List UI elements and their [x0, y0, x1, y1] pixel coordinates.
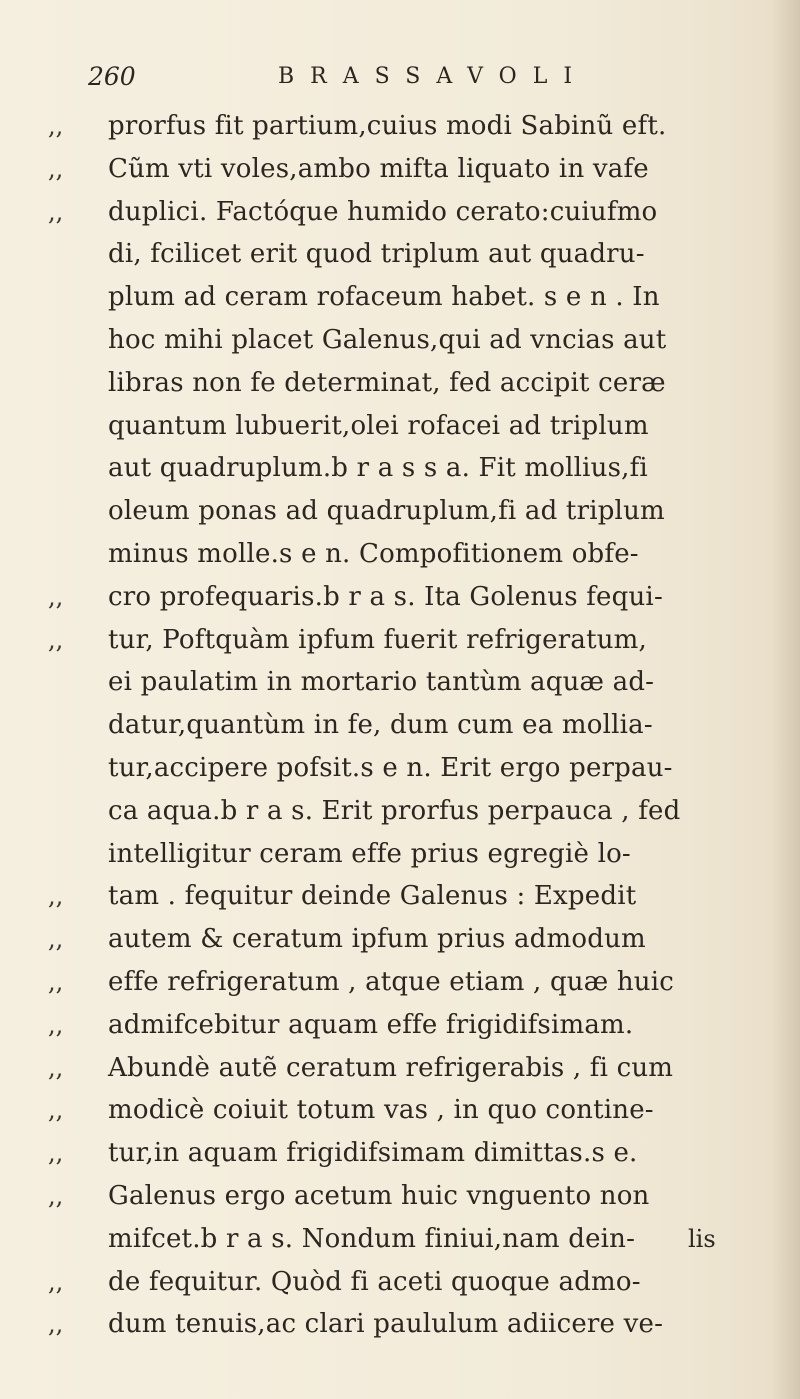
line-text: di, fcilicet erit quod triplum aut quadru- — [108, 239, 645, 270]
page-header — [88, 62, 768, 96]
text-line — [40, 490, 780, 533]
line-text: modicè coiuit totum vas , in quo contine- — [108, 1095, 654, 1126]
line-text: admifcebitur aquam effe frigidifsimam. — [108, 1009, 634, 1040]
text-line — [40, 661, 780, 704]
text-line — [40, 533, 780, 576]
line-text: datur,quantùm in fe, dum cum ea mollia- — [108, 710, 653, 741]
line-text: hoc mihi placet Galenus,qui ad vncias aut — [108, 324, 667, 355]
line-text: effe refrigeratum , atque etiam , quæ huic — [108, 966, 675, 997]
line-text: minus molle.s e n. Compofitionem obfe- — [108, 538, 639, 569]
quotation-mark: ,, — [48, 1310, 64, 1339]
text-line — [40, 1132, 780, 1175]
line-text: ca aqua.b r a s. Erit prorfus perpauca , fed — [108, 795, 681, 826]
quotation-mark: ,, — [48, 1181, 64, 1210]
text-line — [40, 961, 780, 1004]
quotation-mark: ,, — [48, 112, 64, 140]
quotation-mark: ,, — [48, 925, 64, 954]
text-line — [40, 1089, 780, 1132]
line-text: Cũm vti voles,ambo mifta liquato in vafe — [108, 153, 649, 184]
text-line — [40, 790, 780, 833]
line-text: ei paulatim in mortario tantùm aquæ ad- — [108, 667, 655, 698]
quotation-mark: ,, — [48, 1096, 64, 1125]
line-text: Abundè autẽ ceratum refrigerabis , fi cum — [108, 1052, 674, 1083]
text-line — [40, 405, 780, 448]
text-line — [40, 1303, 780, 1346]
text-line — [40, 1004, 780, 1047]
line-text: quantum lubuerit,olei rofacei ad triplum — [108, 410, 649, 441]
text-block — [40, 105, 780, 1346]
line-text: cro profequaris.b r a s. Ita Golenus fequi- — [108, 581, 663, 612]
line-text: autem & ceratum ipfum prius admodum — [108, 924, 646, 955]
line-text: dum tenuis,ac clari paululum adiicere ve- — [108, 1309, 664, 1340]
quotation-mark: ,, — [48, 1010, 64, 1039]
line-text: tur,accipere pofsit.s e n. Erit ergo perpau- — [108, 752, 673, 783]
catchword: lis — [688, 1225, 716, 1253]
text-line — [40, 576, 780, 619]
quotation-mark: ,, — [48, 1053, 64, 1082]
line-text: tur,in aquam frigidifsimam dimittas.s e. — [108, 1138, 638, 1169]
line-text: Galenus ergo acetum huic vnguento non — [108, 1180, 650, 1211]
line-text: libras non fe determinat, fed accipit ceræ — [108, 367, 666, 398]
text-line — [40, 191, 780, 234]
text-line — [40, 233, 780, 276]
quotation-mark: ,, — [48, 882, 64, 911]
text-line — [40, 619, 780, 662]
text-line — [40, 704, 780, 747]
line-text: duplici. Factóque humido cerato:cuiufmo — [108, 196, 658, 227]
quotation-mark: ,, — [48, 1139, 64, 1168]
line-text: intelligitur ceram effe prius egregiè lo- — [108, 838, 631, 869]
quotation-mark: ,, — [48, 625, 64, 654]
text-line — [40, 1218, 780, 1261]
text-line — [40, 319, 780, 362]
text-line — [40, 833, 780, 876]
text-line — [40, 1261, 780, 1304]
line-text: aut quadruplum.b r a s s a. Fit mollius,fi — [108, 453, 648, 484]
text-line — [40, 1175, 780, 1218]
text-line — [40, 1047, 780, 1090]
line-text: tam . fequitur deinde Galenus : Expedit — [108, 881, 637, 912]
text-line — [40, 362, 780, 405]
running-head: BRASSAVOLI — [278, 64, 589, 89]
line-text: plum ad ceram rofaceum habet. s e n . In — [108, 282, 660, 313]
quotation-mark: ,, — [48, 154, 64, 183]
line-text: de fequitur. Quòd fi aceti quoque admo- — [108, 1266, 641, 1297]
text-line — [40, 918, 780, 961]
quotation-mark: ,, — [48, 1267, 64, 1296]
text-line — [40, 148, 780, 191]
line-text: tur, Poftquàm ipfum fuerit refrigeratum, — [108, 624, 647, 655]
text-line — [40, 875, 780, 918]
page-number: 260 — [88, 62, 136, 91]
quotation-mark: ,, — [48, 582, 64, 611]
text-line — [40, 276, 780, 319]
quotation-mark: ,, — [48, 197, 64, 226]
line-text: oleum ponas ad quadruplum,fi ad triplum — [108, 496, 665, 527]
text-line — [40, 105, 780, 148]
line-text: prorfus fit partium,cuius modi Sabinũ eft. — [108, 111, 667, 141]
quotation-mark: ,, — [48, 967, 64, 996]
text-line — [40, 447, 780, 490]
text-line — [40, 747, 780, 790]
line-text: mifcet.b r a s. Nondum finiui,nam dein- — [108, 1223, 636, 1254]
